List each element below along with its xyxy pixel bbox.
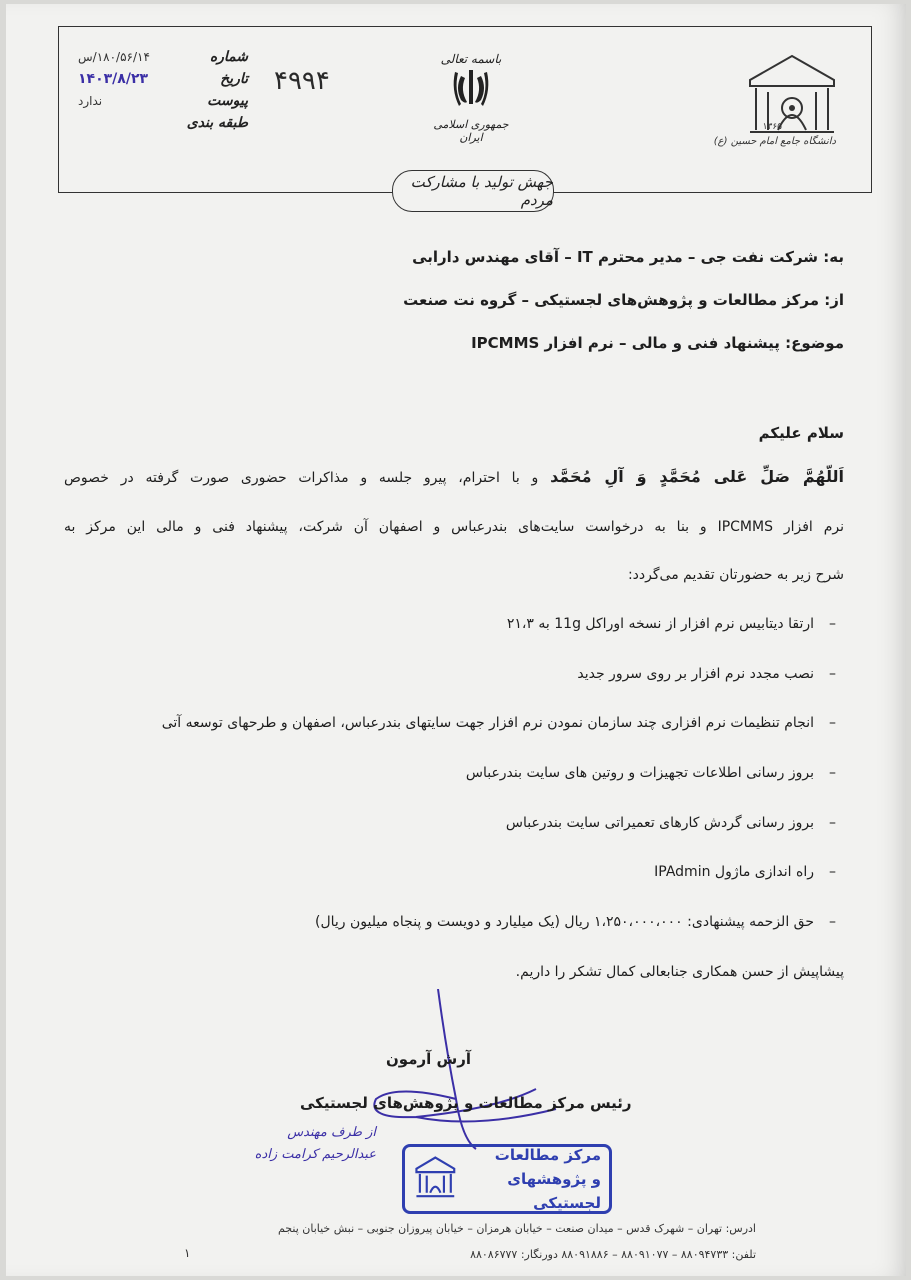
list-item: –نصب مجدد نرم افزار بر روی سرور جدید bbox=[577, 666, 836, 682]
list-item: –ارتقا دیتابیس نرم افزار از نسخه اوراکل 11g به ۲۱،۳ bbox=[506, 616, 836, 632]
university-name: دانشگاه جامع امام حسین (ع) bbox=[713, 136, 836, 147]
footer-phones: تلفن: ۸۸۰۹۴۷۳۳ – ۸۸۰۹۱۰۷۷ – ۸۸۰۹۱۸۸۶ دورنگار: ۸۸۰۸۶۷۷۷ bbox=[470, 1248, 756, 1261]
stamp-text: مرکز مطالعات و پژوهشهای لجستیکی bbox=[494, 1146, 601, 1212]
meta-classification-row: طبقه بندی bbox=[186, 115, 248, 131]
letter-meta bbox=[78, 46, 248, 134]
list-item: –راه اندازی ماژول IPAdmin bbox=[654, 864, 836, 880]
signer-name: آرش آرمون bbox=[386, 1050, 471, 1068]
handwritten-signature bbox=[356, 989, 576, 1159]
list-item: –انجام تنظیمات نرم افزاری چند سازمان نمودن نرم افزار جهت سایتهای بندرعباس، اصفهان و طرحهای توسعه آتی bbox=[161, 715, 836, 731]
salawat: اَللّهُمَّ صَلِّ عَلی مُحَمَّدٍ وَ آلِ مُحَمَّد bbox=[550, 467, 845, 486]
recipient-line: به: شرکت نفت جی – مدیر محترم IT – آقای مهندس دارابی bbox=[412, 248, 844, 266]
national-emblem bbox=[426, 52, 516, 162]
body-line-3: شرح زیر به حضورتان تقدیم می‌گردد: bbox=[627, 567, 844, 583]
signer-title: رئیس مرکز مطالعات و پژوهش‌های لجستیکی bbox=[300, 1094, 632, 1112]
stamp-logo-icon bbox=[413, 1151, 458, 1207]
logo-year: ۱۳۶۵ bbox=[762, 122, 782, 132]
letter-number: ۴۹۹۴ bbox=[274, 66, 330, 96]
greeting: سلام علیکم bbox=[758, 424, 844, 442]
meta-attachment-row: پیوست ندارد bbox=[78, 93, 248, 109]
body-line-1: اَللّهُمَّ صَلِّ عَلی مُحَمَّدٍ وَ آلِ مُحَمَّد و با احترام، پیرو جلسه و مذاکرات حضوری صورت گرفته در خصوص bbox=[64, 467, 845, 486]
republic-text: جمهوری اسلامی ایران bbox=[433, 118, 509, 144]
footer-address: ادرس: تهران – شهرک قدس – میدان صنعت – خیابان هرمزان – خیابان پیروزان جنوبی – نبش خیابان پنجم bbox=[277, 1222, 756, 1235]
official-stamp bbox=[402, 1144, 612, 1214]
meta-number-row: شماره ۱۸۰/۵۶/۱۴/س bbox=[78, 49, 248, 65]
page-number: ۱ bbox=[184, 1246, 191, 1260]
subject-line: موضوع: پیشنهاد فنی و مالی – نرم افزار IPCMMS bbox=[471, 334, 844, 352]
sender-line: از: مرکز مطالعات و پژوهش‌های لجستیکی – گروه نت صنعت bbox=[403, 291, 844, 309]
closing-line: پیشاپیش از حسن همکاری جنابعالی کمال تشکر را داریم. bbox=[515, 964, 844, 980]
list-item: –حق الزحمه پیشنهادی: ۱،۲۵۰،۰۰۰،۰۰۰ ریال (یک میلیارد و دویست و پنجاه میلیون ریال) bbox=[315, 914, 836, 930]
meta-date-row: تاریخ ۱۴۰۳/۸/۲۳ bbox=[78, 71, 248, 87]
handwritten-note: از طرف مهندس عبدالرحیم کرامت زاده bbox=[254, 1125, 376, 1162]
body-line-2: نرم افزار IPCMMS و بنا به درخواست سایت‌های بندرعباس و اصفهان آن شرکت، پیشنهاد فنی و مالی این مرکز به bbox=[64, 519, 844, 535]
bismillah-text: باسمه تعالی bbox=[440, 52, 502, 66]
list-item: –بروز رسانی اطلاعات تجهیزات و روتین های سایت بندرعباس bbox=[465, 765, 836, 781]
list-item: –بروز رسانی گردش کارهای تعمیراتی سایت بندرعباس bbox=[505, 815, 836, 831]
iran-emblem-icon bbox=[451, 66, 491, 110]
letter-sheet bbox=[6, 4, 906, 1276]
slogan-banner: جهش تولید با مشارکت مردم bbox=[392, 170, 554, 212]
